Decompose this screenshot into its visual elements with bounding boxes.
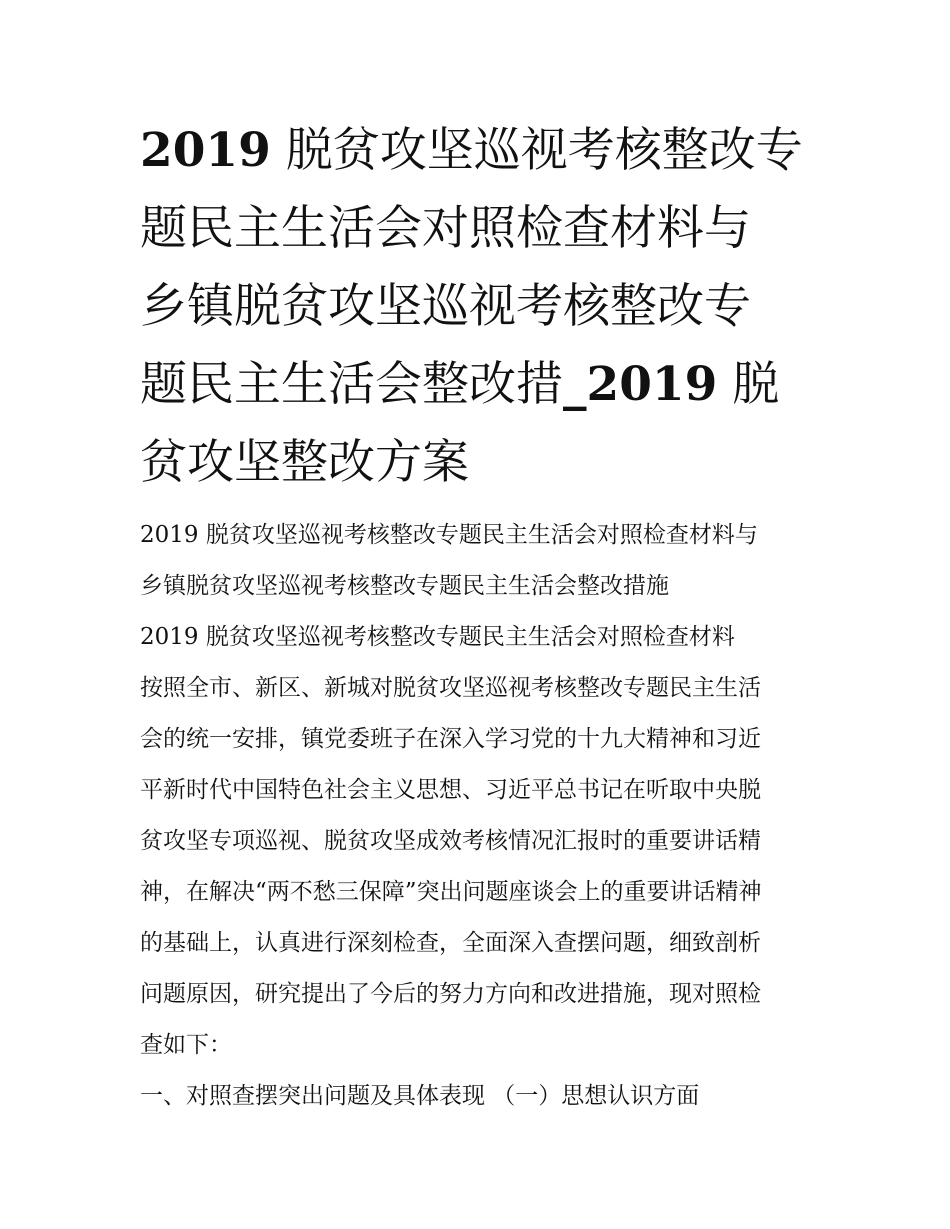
title-line-5: 贫攻坚整改方案 bbox=[140, 435, 469, 490]
paragraph-line-3: 平新时代中国特色社会主义思想、习近平总书记在听取中央脱 bbox=[140, 777, 761, 803]
subtitle-line-1: 2019 脱贫攻坚巡视考核整改专题民主生活会对照检查材料与 bbox=[140, 522, 758, 548]
paragraph-line-8: 查如下： bbox=[140, 1032, 232, 1058]
title-line-3: 乡镇脱贫攻坚巡视考核整改专 bbox=[140, 279, 751, 334]
title-line-2: 题民主生活会对照检查材料与 bbox=[140, 201, 751, 256]
document-title bbox=[140, 112, 820, 502]
section-title: 2019 脱贫攻坚巡视考核整改专题民主生活会对照检查材料 bbox=[140, 624, 735, 650]
title-line-1: 2019 脱贫攻坚巡视考核整改专 bbox=[140, 123, 803, 178]
paragraph-line-2: 会的统一安排，镇党委班子在深入学习党的十九大精神和习近 bbox=[140, 726, 761, 752]
paragraph-line-6: 的基础上，认真进行深刻检查，全面深入查摆问题，细致剖析 bbox=[140, 930, 761, 956]
intro-paragraph bbox=[140, 663, 820, 1071]
paragraph-line-4: 贫攻坚专项巡视、脱贫攻坚成效考核情况汇报时的重要讲话精 bbox=[140, 828, 761, 854]
paragraph-line-5: 神，在解决“两不愁三保障”突出问题座谈会上的重要讲话精神 bbox=[140, 879, 762, 905]
paragraph-line-7: 问题原因，研究提出了今后的努力方向和改进措施，现对照检 bbox=[140, 981, 761, 1007]
title-line-4: 题民主生活会整改措_2019 脱 bbox=[140, 357, 780, 412]
subtitle-line-2: 乡镇脱贫攻坚巡视考核整改专题民主生活会整改措施 bbox=[140, 573, 669, 599]
paragraph-line-1: 按照全市、新区、新城对脱贫攻坚巡视考核整改专题民主生活 bbox=[140, 675, 761, 701]
heading-one: 一、对照查摆突出问题及具体表现 （一）思想认识方面 bbox=[140, 1083, 700, 1109]
document-body bbox=[140, 510, 820, 1122]
